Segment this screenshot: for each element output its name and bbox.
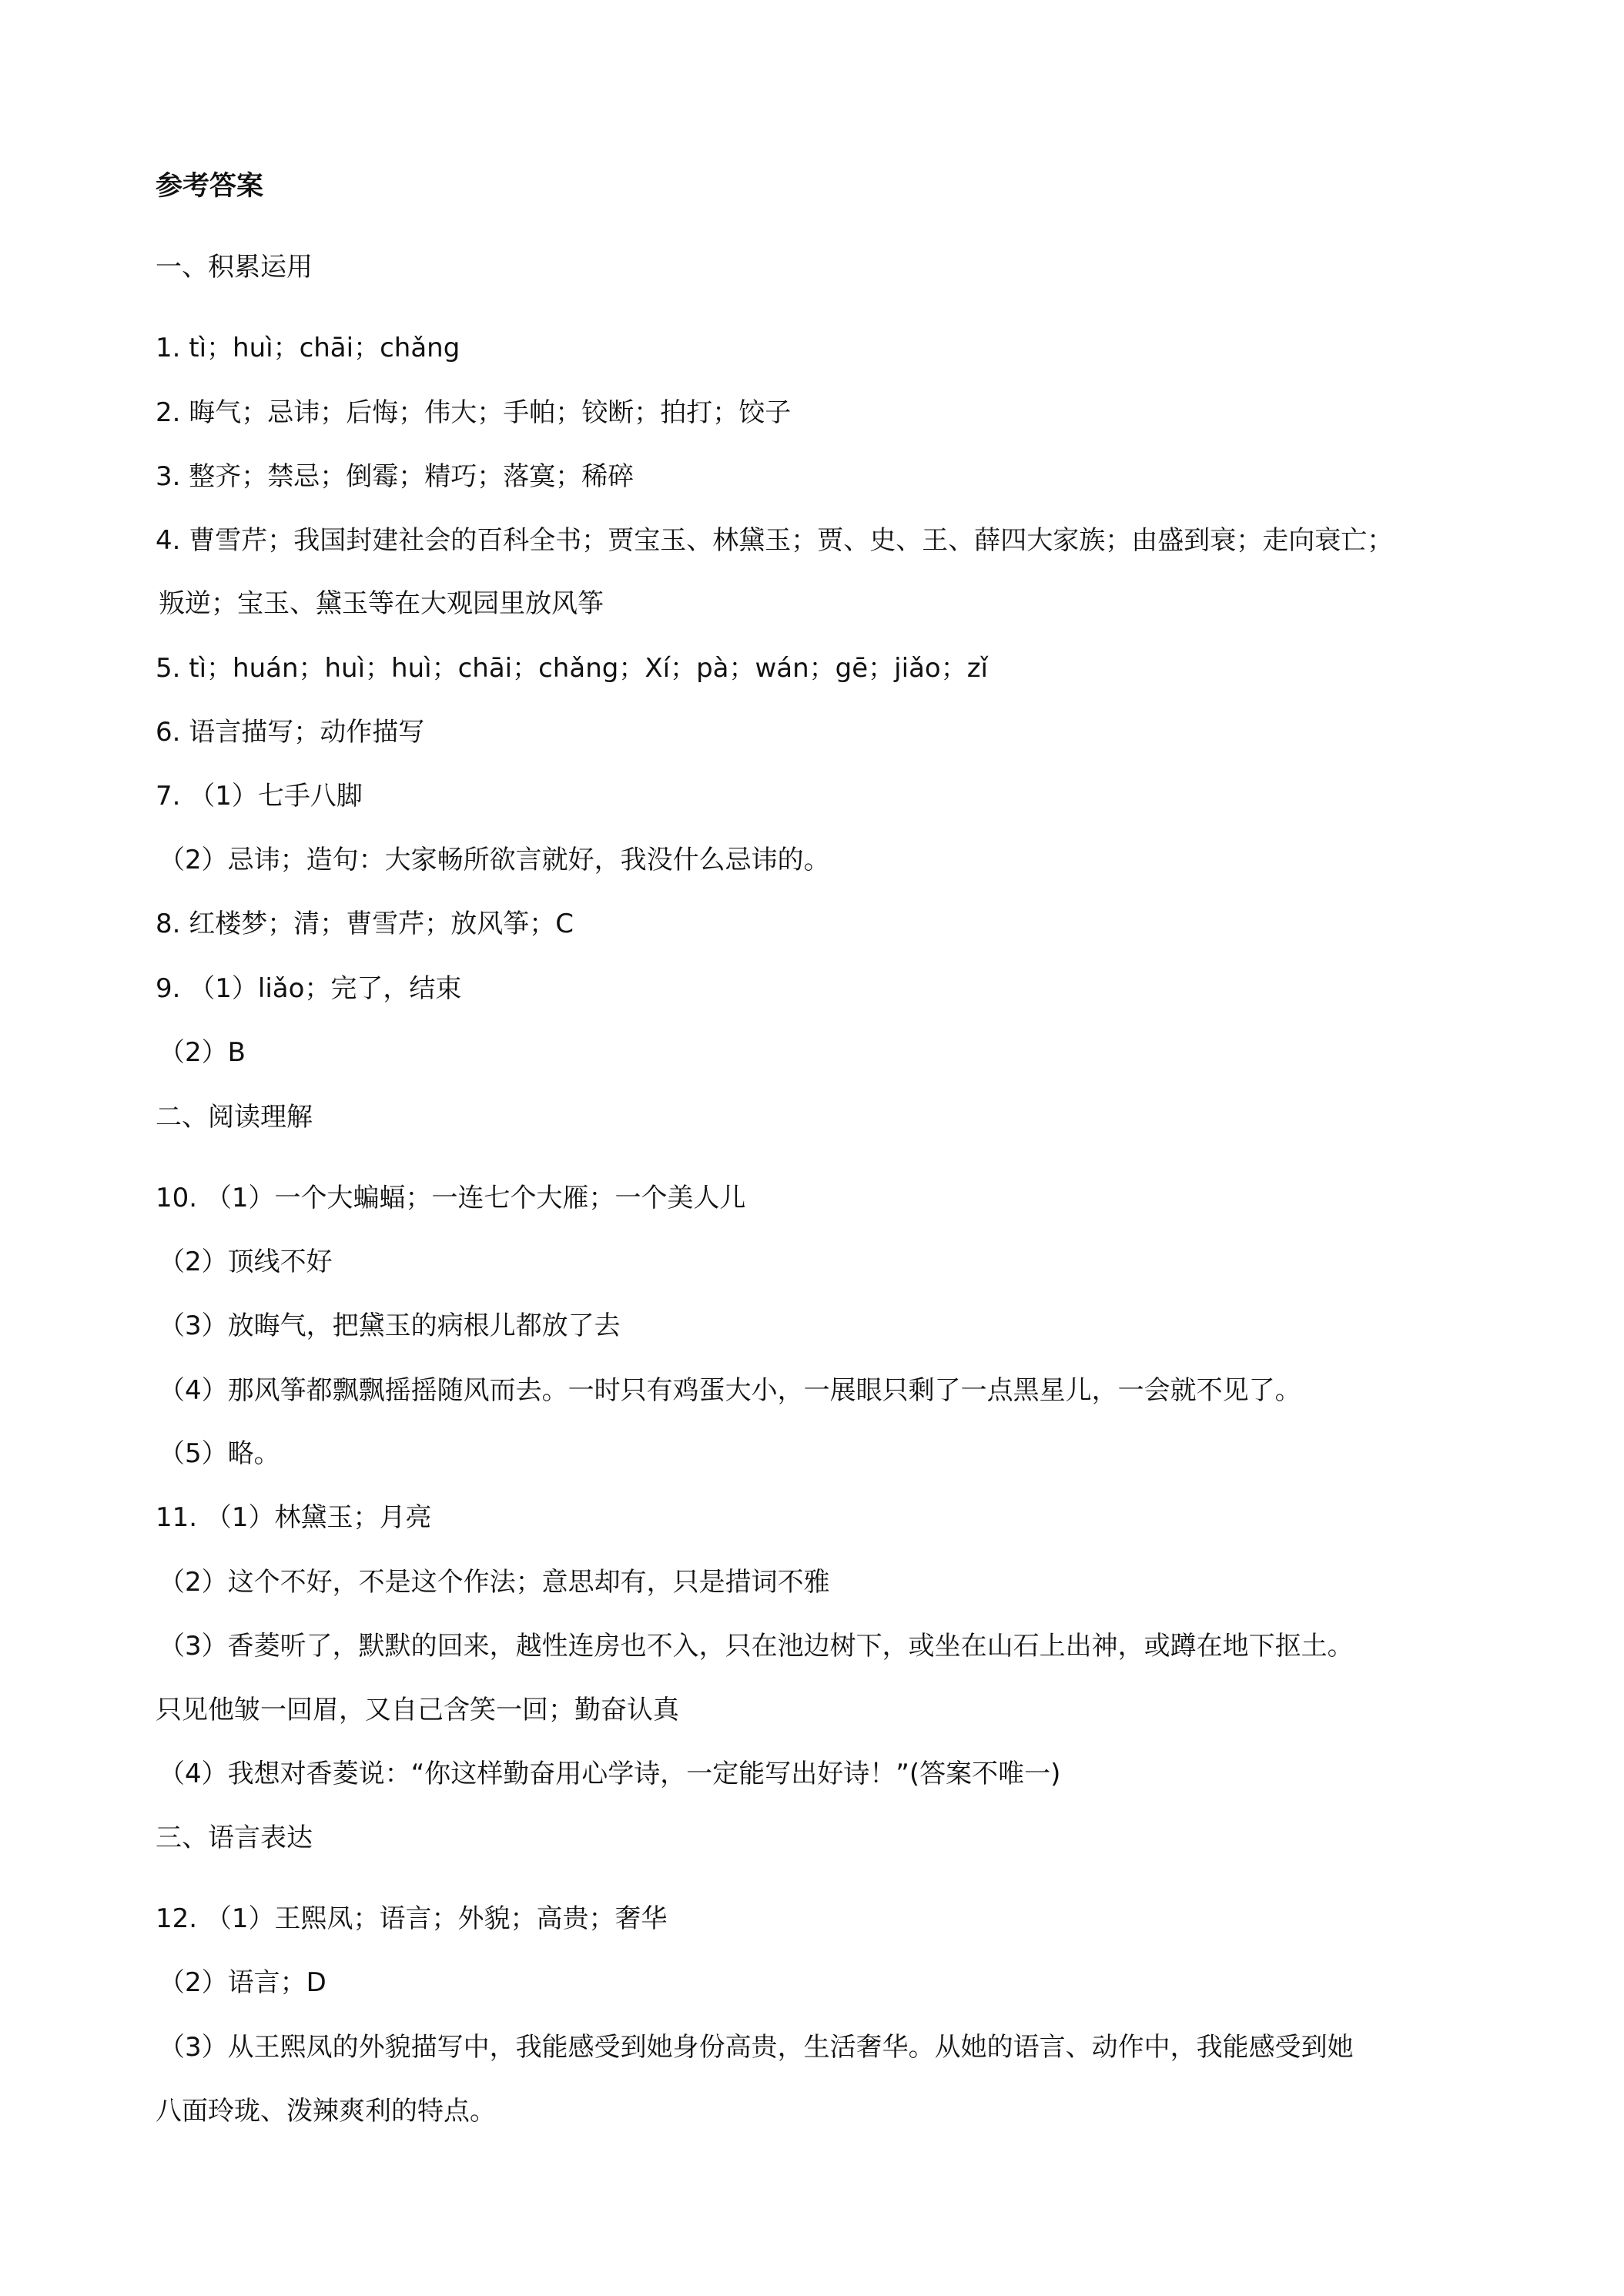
answer-line-11-part-2: （2）这个不好，不是这个作法；意思却有，只是措词不雅 — [159, 1567, 830, 1598]
page-title: 参考答案 — [156, 171, 264, 202]
section-heading-3: 三、语言表达 — [156, 1822, 313, 1853]
section-heading-1: 一、积累运用 — [156, 252, 313, 283]
answer-line-11-part-4: （4）我想对香菱说：“你这样勤奋用心学诗，一定能写出好诗！”(答案不唯一) — [159, 1759, 1061, 1789]
answer-line-1: 1. tì；huì；chāi；chǎng — [156, 333, 460, 363]
answer-line-11-part-3-continued: 只见他皱一回眉，又自己含笑一回；勤奋认真 — [156, 1695, 679, 1725]
answer-line-3: 3. 整齐；禁忌；倒霉；精巧；落寞；稀碎 — [156, 461, 635, 492]
answer-line-10-part-3: （3）放晦气，把黛玉的病根儿都放了去 — [159, 1310, 621, 1341]
answer-line-4: 4. 曹雪芹；我国封建社会的百科全书；贾宝玉、林黛玉；贾、史、王、薛四大家族；由盛到衰；走向衰亡； — [156, 525, 1394, 556]
answer-line-10-part-5: （5）略。 — [159, 1438, 280, 1469]
answer-line-12-part-2: （2）语言；D — [159, 1967, 326, 1998]
answer-line-10-part-2: （2）顶线不好 — [159, 1247, 333, 1277]
answer-line-11: 11. （1）林黛玉；月亮 — [156, 1502, 432, 1533]
answer-line-2: 2. 晦气；忌讳；后悔；伟大；手帕；铰断；拍打；饺子 — [156, 397, 792, 428]
answer-line-6: 6. 语言描写；动作描写 — [156, 717, 425, 748]
answer-line-9-part-2: （2）B — [159, 1037, 246, 1068]
answer-line-5: 5. tì；huán；huì；huì；chāi；chǎng；Xí；pà；wán；gē；jiǎo；zǐ — [156, 653, 988, 684]
section-heading-2: 二、阅读理解 — [156, 1102, 313, 1133]
answer-line-9: 9. （1）liǎo；完了，结束 — [156, 973, 462, 1004]
answer-line-7: 7. （1）七手八脚 — [156, 781, 363, 812]
answer-line-8: 8. 红楼梦；清；曹雪芹；放风筝；C — [156, 909, 574, 939]
answer-line-11-part-3: （3）香菱听了，默默的回来，越性连房也不入，只在池边树下，或坐在山石上出神，或蹲在地下抠土。 — [159, 1631, 1354, 1662]
answer-line-12-part-3: （3）从王熙凤的外貌描写中，我能感受到她身份高贵，生活奢华。从她的语言、动作中，我能感受到她 — [159, 2032, 1354, 2063]
answer-line-10: 10. （1）一个大蝙蝠；一连七个大雁；一个美人儿 — [156, 1183, 746, 1213]
answer-line-12: 12. （1）王熙凤；语言；外貌；高贵；奢华 — [156, 1903, 668, 1934]
answer-line-10-part-4: （4）那风筝都飘飘摇摇随风而去。一时只有鸡蛋大小，一展眼只剩了一点黑星儿，一会就不见了。 — [159, 1375, 1301, 1406]
answer-line-4-continued: 叛逆；宝玉、黛玉等在大观园里放风筝 — [159, 588, 604, 619]
answer-line-7-part-2: （2）忌讳；造句：大家畅所欲言就好，我没什么忌讳的。 — [159, 845, 830, 875]
answer-line-12-part-3-continued: 八面玲珑、泼辣爽利的特点。 — [156, 2096, 496, 2127]
